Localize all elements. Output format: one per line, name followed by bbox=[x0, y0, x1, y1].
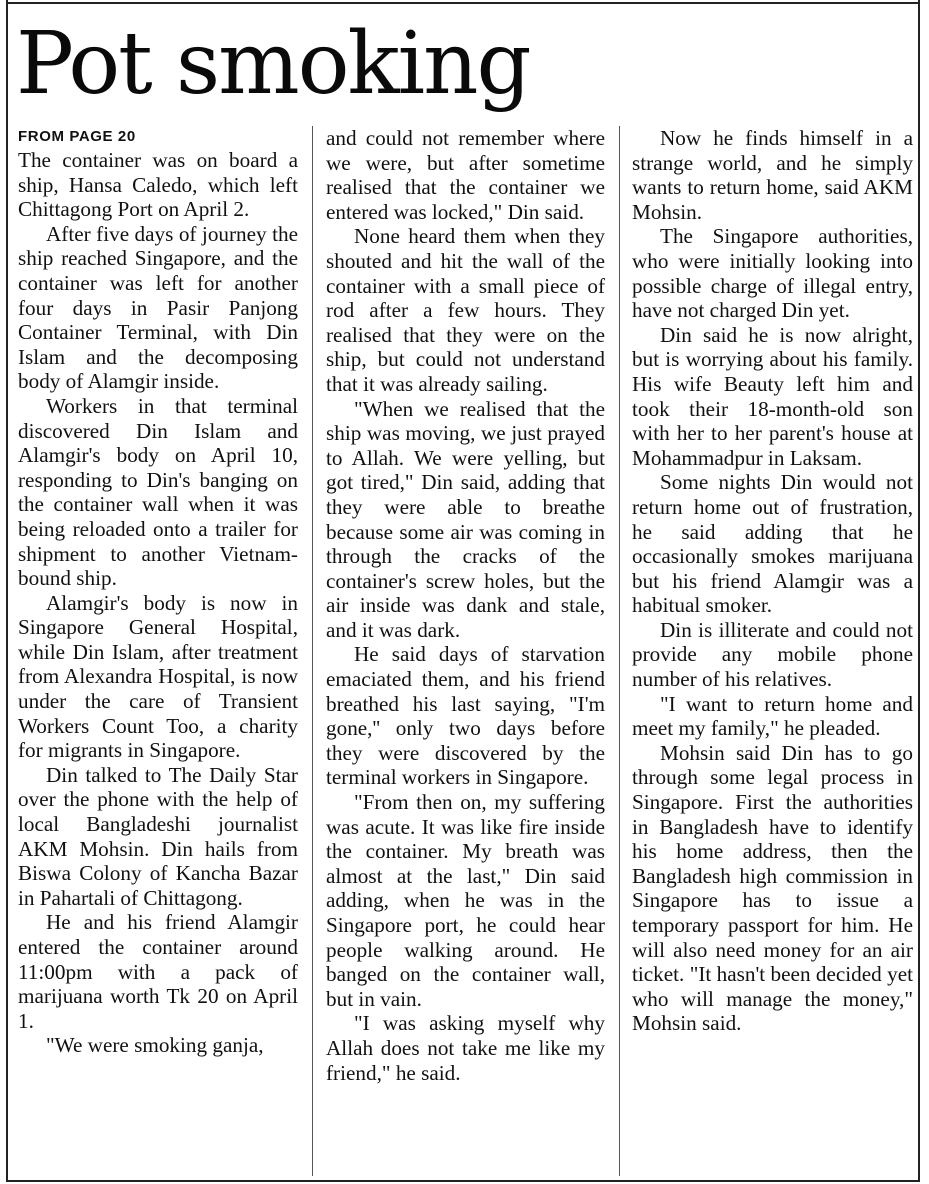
paragraph: and could not remember where we were, but after sometime realised that the container we entered was locked," Din said. bbox=[326, 126, 605, 224]
column-divider bbox=[619, 126, 620, 1176]
paragraph: The Singapore authorities, who were initially looking into possible charge of illegal entry, have not charged Din yet. bbox=[632, 224, 913, 323]
article-column-1 bbox=[18, 126, 298, 1058]
paragraph: Din talked to The Daily Star over the phone with the help of local Bangladeshi journalist AKM Mohsin. Din hails from Biswa Colony of Kancha Bazar in Pahartali of Chittagong. bbox=[18, 762, 298, 910]
paragraph: Workers in that terminal discovered Din Islam and Alamgir's body on April 10, responding to Din's banging on the container wall when it was being reloaded onto a trailer for shipment to another Vietnam-bound ship. bbox=[18, 393, 298, 591]
paragraph: "From then on, my suffering was acute. It was like fire inside the container. My breath was almost at the last," Din said adding, when he was in the Singapore port, he could hear people walking around. He banged on the container wall, but in vain. bbox=[326, 790, 605, 1011]
article-column-2 bbox=[326, 126, 605, 1085]
paragraph: Now he finds himself in a strange world, and he simply wants to return home, said AKM Mohsin. bbox=[632, 126, 913, 224]
top-rule bbox=[6, 2, 920, 4]
headline: Pot smoking bbox=[16, 14, 530, 114]
paragraph: Din is illiterate and could not provide any mobile phone number of his relatives. bbox=[632, 617, 913, 692]
paragraph: "When we realised that the ship was moving, we just prayed to Allah. We were yelling, but got tired," Din said, adding that they were able to breathe because some air was coming in through the cracks of the container's screw holes, but the air inside was dank and stale, and it was dark. bbox=[326, 396, 605, 642]
paragraph: "We were smoking ganja, bbox=[46, 1033, 264, 1058]
paragraph: Some nights Din would not return home out of frustration, he said adding that he occasionally smokes marijuana but his friend Alamgir was a habitual smoker. bbox=[632, 470, 913, 618]
article-column-3 bbox=[632, 126, 913, 1036]
continued-from-label: FROM PAGE 20 bbox=[18, 128, 136, 145]
paragraph: Alamgir's body is now in Singapore General Hospital, while Din Islam, after treatment from Alexandra Hospital, is now under the care of Transient Workers Count Too, a charity for migrants in Singapore. bbox=[18, 590, 298, 763]
paragraph: Mohsin said Din has to go through some legal process in Singapore. First the authorities in Bangladesh have to identify his home address, then the Bangladesh high commission in Singapore has to issue a temporary passport for him. He will also need money for an air ticket. "It hasn't been decided yet who will manage the money," Mohsin said. bbox=[632, 740, 913, 1036]
paragraph: He and his friend Alamgir entered the container around 11:00pm with a pack of marijuana worth Tk 20 on April 1. bbox=[18, 910, 298, 1033]
column-divider bbox=[312, 126, 313, 1176]
paragraph: "I want to return home and meet my family," he pleaded. bbox=[632, 691, 913, 741]
paragraph: After five days of journey the ship reached Singapore, and the container was left for another four days in Pasir Panjong Container Terminal, with Din Islam and the decomposing body of Alamgir inside. bbox=[18, 221, 298, 394]
paragraph: He said days of starvation emaciated them, and his friend breathed his last saying, "I'm gone,'' only two days before they were discovered by the terminal workers in Singapore. bbox=[326, 642, 605, 790]
paragraph: None heard them when they shouted and hit the wall of the container with a small piece of rod after a few hours. They realised that they were on the ship, but could not understand that it was already sailing. bbox=[326, 224, 605, 396]
paragraph: "I was asking myself why Allah does not take me like my friend," he said. bbox=[326, 1011, 605, 1085]
bottom-rule bbox=[6, 1180, 920, 1182]
paragraph: Din said he is now alright, but is worrying about his family. His wife Beauty left him and took their 18-month-old son with her to her parent's house at Mohammadpur in Laksam. bbox=[632, 322, 913, 470]
paragraph: The container was on board a ship, Hansa Caledo, which left Chittagong Port on April 2. bbox=[18, 148, 298, 222]
